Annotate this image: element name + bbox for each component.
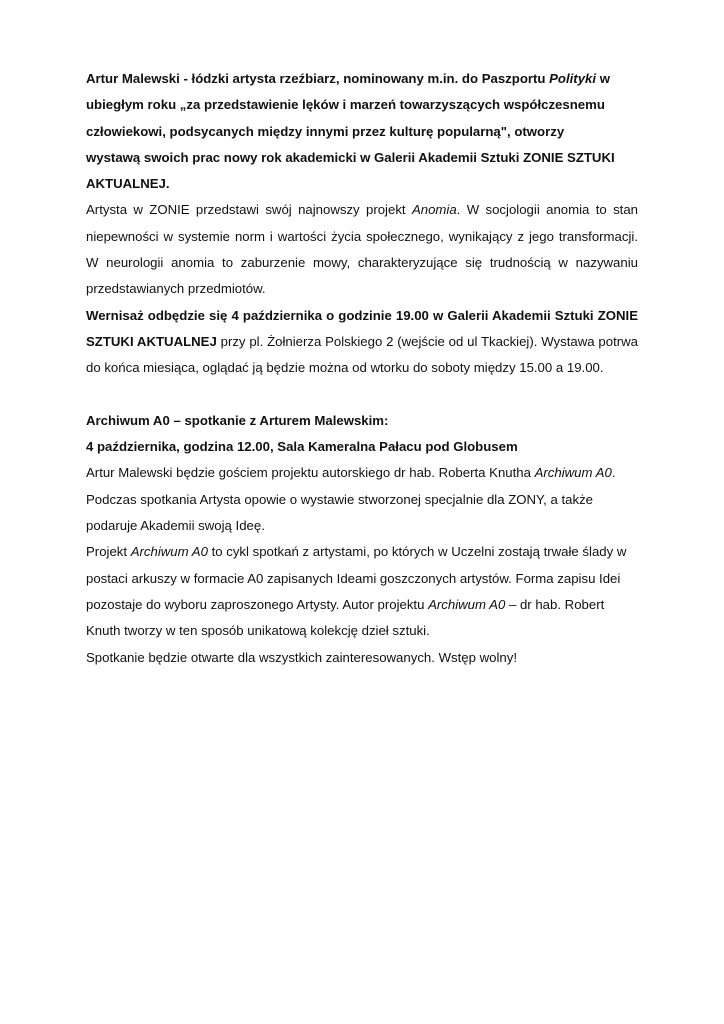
- archive-text: pozostaje do wyboru zaproszonego Artysty. Autor projektu: [86, 596, 429, 612]
- magazine-name: Polityki: [549, 71, 597, 86]
- vernissage-paragraph: [86, 303, 638, 382]
- intro-line-2: ubiegłym roku „za przedstawienie lęków i marzeń towarzyszących współczesnemu: [86, 97, 605, 113]
- project-name: Anomia: [411, 202, 457, 218]
- archive-project-name: Archiwum A0: [534, 465, 612, 481]
- intro-line-3: człowiekowi, podsycanych między innymi przez kulturę popularną", otworzy: [86, 123, 565, 139]
- archive-text: – dr hab. Robert: [505, 596, 605, 612]
- vernissage-line-3: do końca miesiąca, oglądać ją będzie można od wtorku do soboty między 15.00 a 19.00.: [86, 360, 604, 376]
- vernissage-text: przy pl. Żołnierza Polskiego 2 (wejście od ul Tkackiej). Wystawa potrwa: [216, 333, 638, 349]
- paragraph-spacer: [86, 382, 638, 408]
- anomia-text: . W socjologii anomia to stan: [456, 202, 638, 218]
- archive-p1-line-2: Podczas spotkania Artysta opowie o wystawie stworzonej specjalnie dla ZONY, a także: [86, 491, 593, 507]
- anomia-text: Artysta w ZONIE przedstawi swój najnowszy projekt: [86, 202, 412, 218]
- archive-project-name: Archiwum A0: [428, 596, 506, 612]
- archive-p2-line-1: [86, 539, 638, 565]
- archive-project-name: Archiwum A0: [130, 544, 208, 560]
- archive-date-location: 4 października, godzina 12.00, Sala Kameralna Pałacu pod Globusem: [86, 439, 518, 455]
- intro-text: w: [596, 71, 610, 86]
- archive-p2-line-2: postaci arkuszy w formacie A0 zapisanych Ideami goszczonych artystów. Forma zapisu Idei: [86, 570, 621, 586]
- document-body: [86, 66, 638, 671]
- archive-p1-line-1: [86, 460, 638, 486]
- intro-paragraph: [86, 66, 638, 197]
- archive-p2-line-4: Knuth tworzy w ten sposób unikatową kolekcję dzieł sztuki.: [86, 623, 430, 639]
- archive-p2-line-3: [86, 592, 638, 618]
- intro-text: Artur Malewski - łódzki artysta rzeźbiarz, nominowany m.in. do Paszportu: [86, 71, 550, 86]
- gallery-name: SZTUKI AKTUALNEJ: [86, 333, 217, 349]
- archive-text: Artur Malewski będzie gościem projektu autorskiego dr hab. Roberta Knutha: [86, 465, 535, 481]
- archive-p1-line-3: podaruje Akademii swoją Ideę.: [86, 518, 265, 534]
- archive-heading: Archiwum A0 – spotkanie z Arturem Malewskim:: [86, 412, 389, 428]
- archive-text: .: [611, 465, 616, 481]
- archive-text: to cykl spotkań z artystami, po których w Uczelni zostają trwałe ślady w: [207, 544, 627, 560]
- archive-p3-line-1: Spotkanie będzie otwarte dla wszystkich zainteresowanych. Wstęp wolny!: [86, 649, 517, 665]
- anomia-line-1: [86, 197, 638, 223]
- anomia-paragraph: [86, 197, 638, 302]
- anomia-line-2: niepewności w systemie norm i wartości życia społecznego, wynikający z jego transformacji.: [86, 228, 638, 244]
- archive-text: Projekt: [86, 544, 131, 560]
- intro-line-1: [86, 66, 638, 92]
- anomia-line-3: W neurologii anomia to zaburzenie mowy, charakteryzujące się trudnością w nazywaniu: [86, 255, 638, 271]
- vernissage-line-2: [86, 329, 638, 355]
- anomia-line-4: przedstawianych przedmiotów.: [86, 281, 266, 297]
- intro-line-5: AKTUALNEJ.: [86, 176, 170, 192]
- vernissage-line-1: Wernisaż odbędzie się 4 października o godzinie 19.00 w Galerii Akademii Sztuki ZONIE: [86, 307, 638, 323]
- archive-section: [86, 408, 638, 671]
- intro-line-4: wystawą swoich prac nowy rok akademicki w Galerii Akademii Sztuki ZONIE SZTUKI: [86, 149, 615, 165]
